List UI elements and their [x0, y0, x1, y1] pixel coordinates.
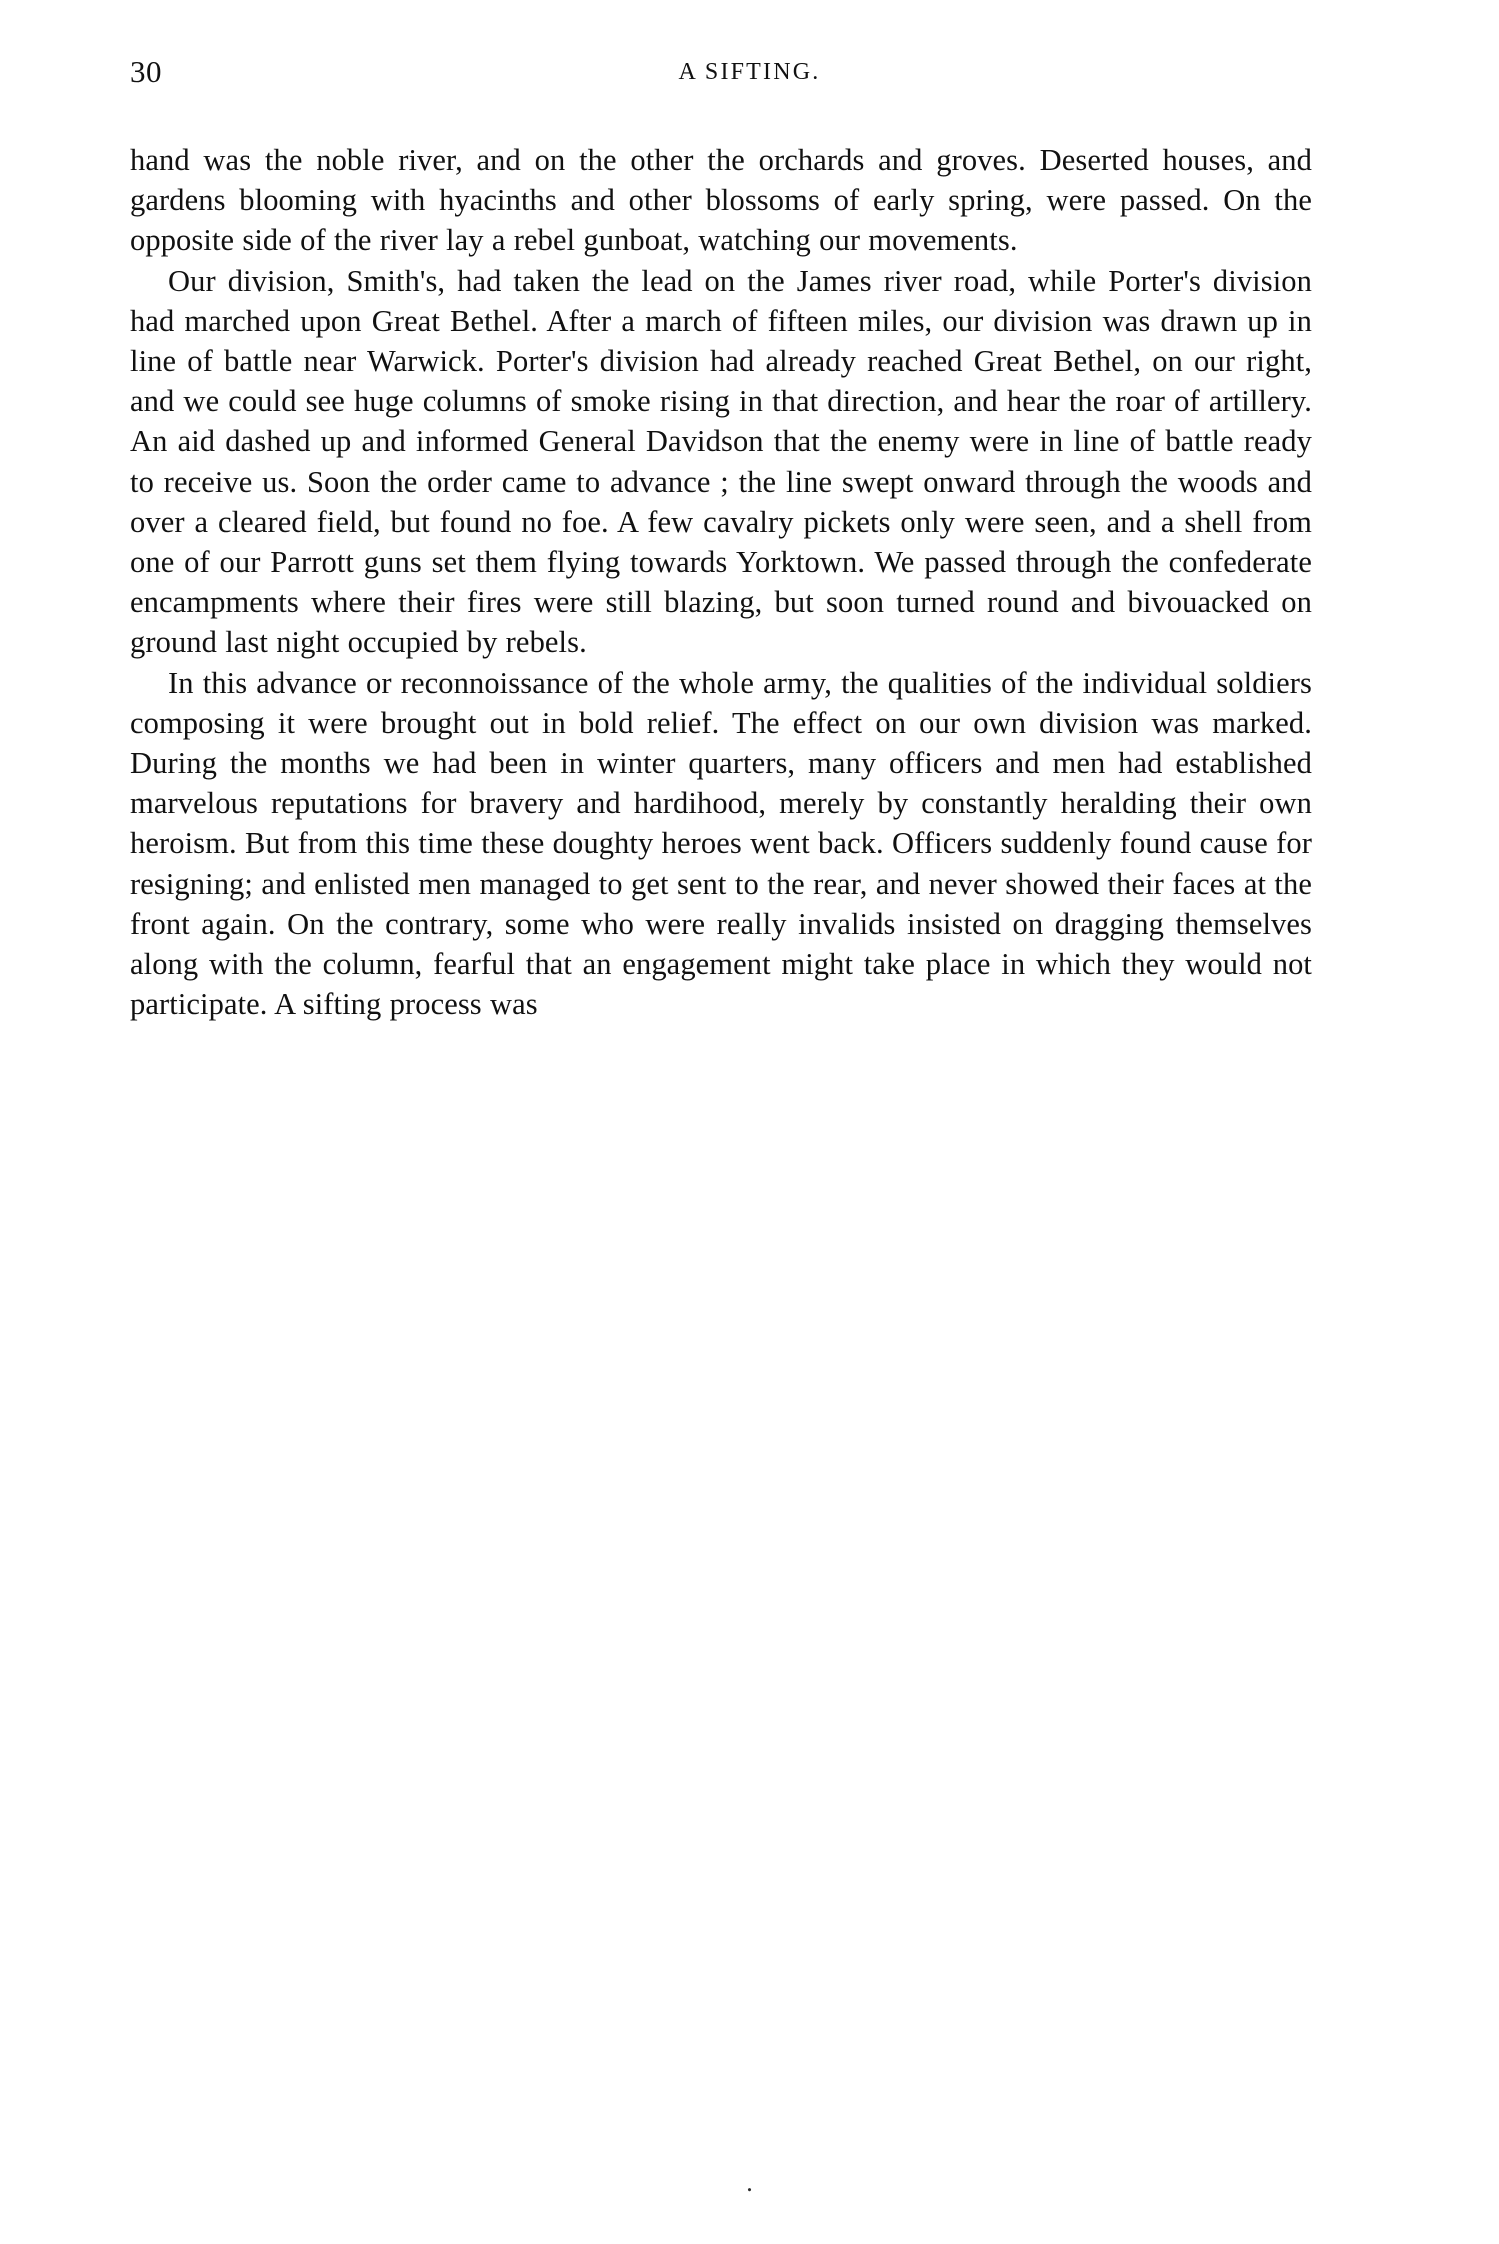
paragraph: In this advance or reconnoissance of the whole army, the qualities of the individual soldiers composing it were brought out in bold relief. The effect on our own division was marked. During the months we had been in winter quarters, many officers and men had established marvelous reputations for bravery and hardihood, merely by constantly heralding their own heroism. But from this time these doughty heroes went back. Officers suddenly found cause for resigning; and enlisted men managed to get sent to the rear, and never showed their faces at the front again. On the contrary, some who were really invalids insisted on dragging themselves along with the column, fearful that an engagement might take place in which they would not participate. A sifting process was: [130, 665, 1312, 1022]
signature-mark: .: [746, 2168, 753, 2197]
body-text-column: [130, 140, 1312, 1024]
running-head: A SIFTING.: [678, 59, 821, 85]
page-number: 30: [130, 54, 162, 89]
paragraph: Our division, Smith's, had taken the lead on the James river road, while Porter's division had marched upon Great Bethel. After a march of fifteen miles, our division was drawn up in line of battle near Warwick. Porter's division had already reached Great Bethel, on our right, and we could see huge columns of smoke rising in that direction, and hear the roar of artillery. An aid dashed up and informed General Davidson that the enemy were in line of battle ready to receive us. Soon the order came to advance ; the line swept onward through the woods and over a cleared field, but found no foe. A few cavalry pickets only were seen, and a shell from one of our Parrott guns set them flying towards Yorktown. We passed through the confederate encampments where their fires were still blazing, but soon turned round and bivouacked on ground last night occupied by rebels.: [130, 263, 1312, 660]
page-header: [130, 52, 1369, 92]
paragraph: hand was the noble river, and on the other the orchards and groves. Deserted houses, and gardens blooming with hyacinths and other blossoms of early spring, were passed. On the opposite side of the river lay a rebel gunboat, watching our movements.: [130, 143, 1312, 258]
